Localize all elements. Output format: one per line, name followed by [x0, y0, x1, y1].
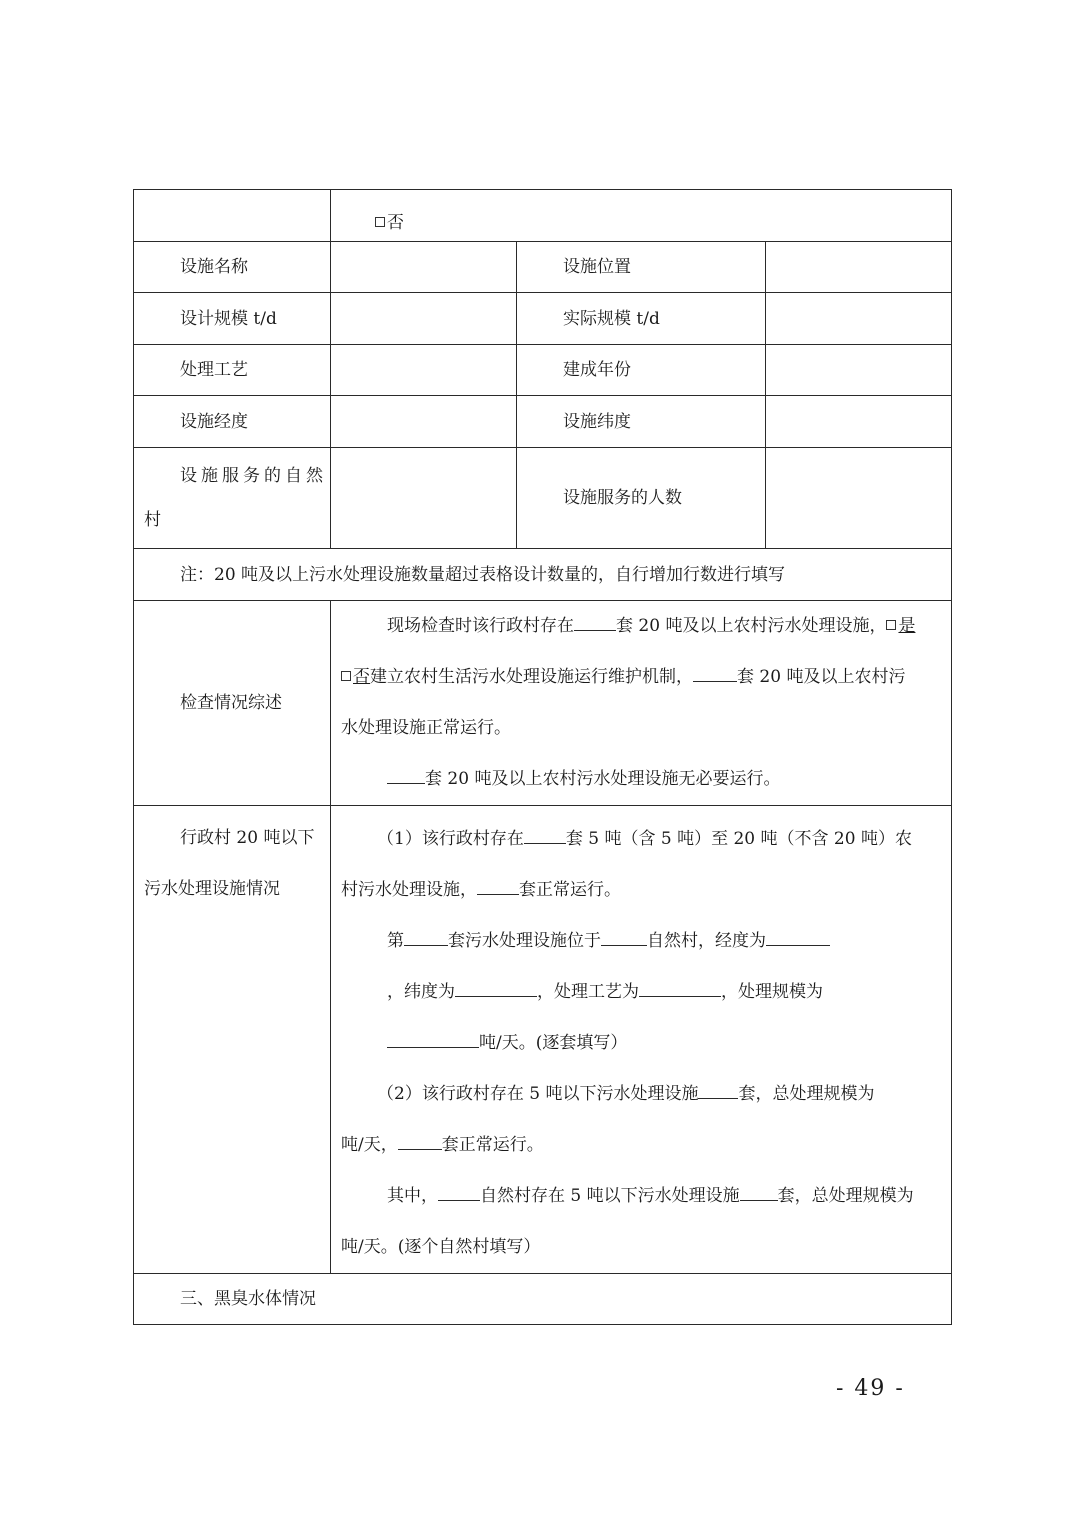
- text-span: 套，总处理规模为: [777, 1186, 914, 1206]
- fill-blank[interactable]: [740, 1182, 778, 1201]
- build-year-label: 建成年份: [517, 345, 766, 396]
- design-scale-label: 设计规模 t/d: [134, 293, 331, 345]
- small-facility-label-line2: 污水处理设施情况: [144, 879, 280, 899]
- table-row: [134, 293, 952, 345]
- text-span: （2）该行政村存在 5 吨以下污水处理设施: [377, 1084, 699, 1104]
- inspection-summary-label: 检查情况综述: [134, 601, 331, 806]
- fill-blank[interactable]: [387, 765, 425, 784]
- small-line: [341, 916, 951, 967]
- served-village-value[interactable]: [331, 448, 517, 549]
- facility-form-table: [133, 189, 952, 1325]
- small-line: [341, 1120, 951, 1171]
- text-span: 套正常运行。: [519, 880, 621, 900]
- fill-blank[interactable]: [438, 1182, 480, 1201]
- fill-blank[interactable]: [398, 1131, 442, 1150]
- text-span: ，处理规模为: [721, 982, 823, 1002]
- text-span: 套 20 吨及以上农村污水处理设施，: [616, 616, 887, 636]
- page-number: - 49 -: [836, 1376, 905, 1401]
- text-span: 第: [387, 931, 404, 951]
- latitude-label: 设施纬度: [517, 396, 766, 448]
- text-span: 吨/天，: [341, 1135, 398, 1155]
- facility-location-value[interactable]: [766, 242, 952, 293]
- fill-blank[interactable]: [698, 1080, 738, 1099]
- text-span: ，处理工艺为: [537, 982, 639, 1002]
- fill-blank[interactable]: [455, 978, 537, 997]
- fill-blank[interactable]: [477, 876, 519, 895]
- option-no-label: 否: [387, 213, 404, 233]
- process-value[interactable]: [331, 345, 517, 396]
- inspection-summary-cell: [331, 601, 952, 806]
- small-facility-label-line1: 行政村 20 吨以下: [180, 828, 315, 848]
- table-row: [134, 1274, 952, 1325]
- facility-name-value[interactable]: [331, 242, 517, 293]
- fill-blank[interactable]: [524, 825, 566, 844]
- text-span: 自然村，经度为: [647, 931, 766, 951]
- served-people-value[interactable]: [766, 448, 952, 549]
- small-facility-label: [134, 806, 331, 1274]
- yes-label: 是: [898, 616, 916, 636]
- yes-option[interactable]: [886, 616, 915, 636]
- small-line: 吨/天。(逐个自然村填写）: [341, 1237, 541, 1257]
- table-row: [134, 396, 952, 448]
- text-span: 套 20 吨及以上农村污: [737, 667, 906, 687]
- fill-blank[interactable]: [693, 663, 737, 682]
- inspection-line: [341, 754, 951, 805]
- small-line: [341, 967, 951, 1018]
- design-scale-value[interactable]: [331, 293, 517, 345]
- text-span: 吨/天。(逐套填写）: [479, 1033, 628, 1053]
- facility-name-label: 设施名称: [134, 242, 331, 293]
- table-row: [134, 190, 952, 242]
- served-village-label-line1: 设施服务的自然: [180, 466, 327, 486]
- fill-blank[interactable]: [601, 927, 647, 946]
- inspection-line: [341, 601, 951, 652]
- small-facility-cell: [331, 806, 952, 1274]
- text-span: ，纬度为: [387, 982, 455, 1002]
- text-span: （1）该行政村存在: [377, 829, 524, 849]
- small-line: [341, 1018, 951, 1069]
- no-option[interactable]: [341, 667, 370, 687]
- text-span: 套，总处理规模为: [738, 1084, 875, 1104]
- text-span: 现场检查时该行政村存在: [387, 616, 574, 636]
- small-line: [341, 1171, 951, 1222]
- small-line: [341, 814, 951, 865]
- process-label: 处理工艺: [134, 345, 331, 396]
- text-span: 其中，: [387, 1186, 438, 1206]
- served-village-label-line2: 村: [144, 510, 161, 530]
- table-row: [134, 806, 952, 1274]
- text-span: 套污水处理设施位于: [448, 931, 601, 951]
- text-span: 建立农村生活污水处理设施运行维护机制，: [370, 667, 693, 687]
- inspection-line: [341, 652, 951, 703]
- table-row: [134, 549, 952, 601]
- text-span: 套 5 吨（含 5 吨）至 20 吨（不含 20 吨）农: [565, 829, 912, 849]
- text-span: 套正常运行。: [441, 1135, 544, 1155]
- small-line: [341, 1069, 951, 1120]
- longitude-value[interactable]: [331, 396, 517, 448]
- text-span: 套 20 吨及以上农村污水处理设施无必要运行。: [425, 769, 781, 789]
- table-row: [134, 601, 952, 806]
- text-span: 自然村存在 5 吨以下污水处理设施: [480, 1186, 740, 1206]
- fill-blank[interactable]: [574, 612, 616, 631]
- served-people-label: 设施服务的人数: [517, 448, 766, 549]
- checkbox-icon[interactable]: [341, 671, 351, 681]
- inspection-line: 水处理设施正常运行。: [341, 718, 511, 738]
- checkbox-icon[interactable]: [375, 217, 385, 227]
- section-heading: 三、黑臭水体情况: [134, 1274, 952, 1325]
- small-line: [341, 865, 951, 916]
- fill-blank[interactable]: [387, 1029, 479, 1048]
- option-cell: [331, 190, 952, 242]
- latitude-value[interactable]: [766, 396, 952, 448]
- fill-blank[interactable]: [766, 927, 830, 946]
- text-span: 村污水处理设施，: [341, 880, 477, 900]
- note-text: 注：20 吨及以上污水处理设施数量超过表格设计数量的，自行增加行数进行填写: [134, 549, 952, 601]
- empty-cell: [134, 190, 331, 242]
- no-label: 否: [353, 667, 370, 687]
- checkbox-icon[interactable]: [886, 620, 896, 630]
- served-village-label: [134, 448, 331, 549]
- build-year-value[interactable]: [766, 345, 952, 396]
- facility-location-label: 设施位置: [517, 242, 766, 293]
- table-row: [134, 448, 952, 549]
- longitude-label: 设施经度: [134, 396, 331, 448]
- fill-blank[interactable]: [639, 978, 721, 997]
- fill-blank[interactable]: [404, 927, 448, 946]
- actual-scale-label: 实际规模 t/d: [517, 293, 766, 345]
- table-row: [134, 242, 952, 293]
- table-row: [134, 345, 952, 396]
- actual-scale-value[interactable]: [766, 293, 952, 345]
